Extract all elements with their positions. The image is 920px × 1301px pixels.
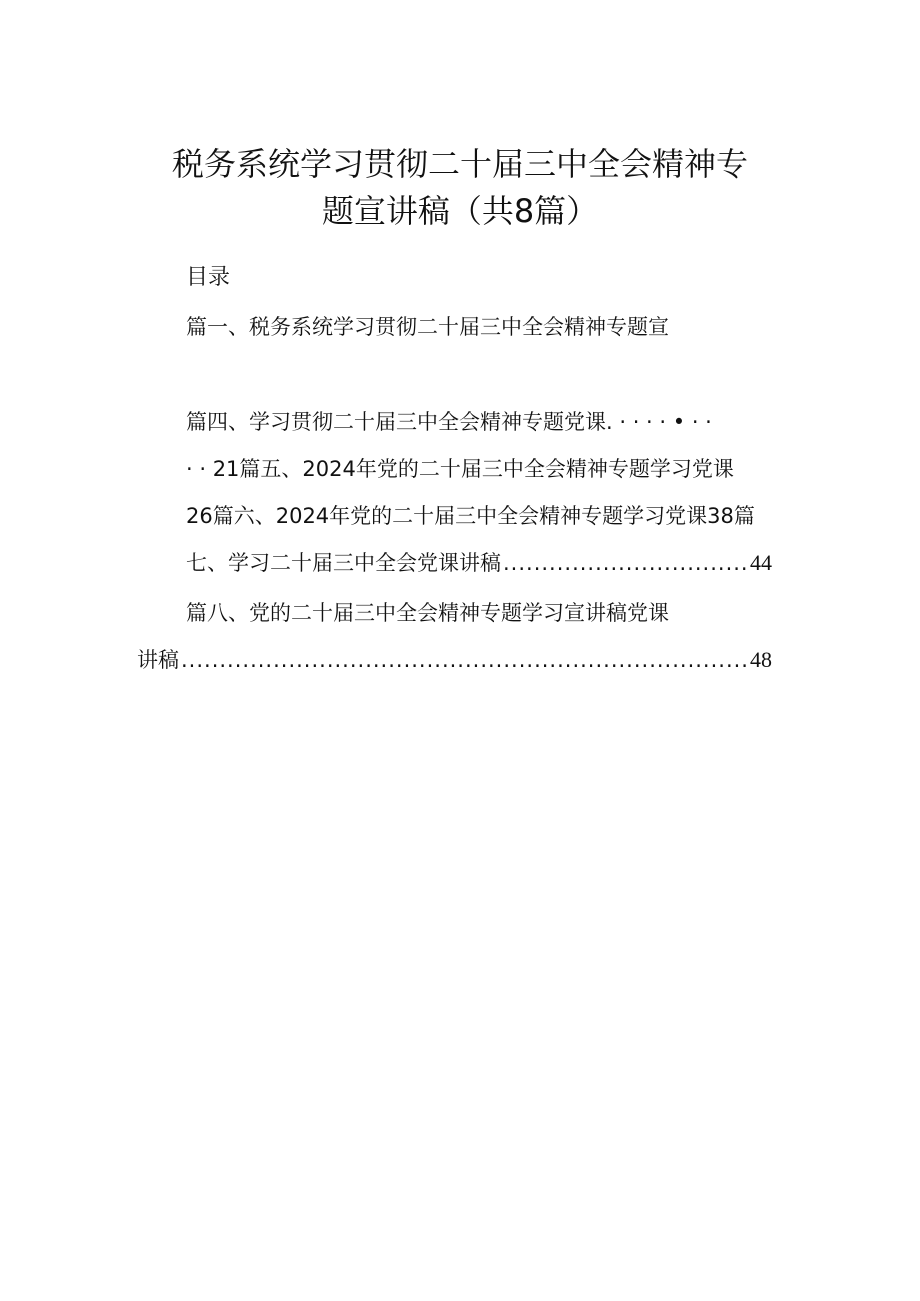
toc-entry-8-text: 讲稿 [137, 648, 179, 672]
toc-entry-8-tail [137, 645, 772, 675]
toc-entry-7 [186, 548, 772, 578]
toc-entry-8-page: 48 [750, 647, 772, 672]
toc-leader-dots [503, 548, 748, 578]
document-title-line-2: 题宣讲稿（共8篇） [321, 192, 599, 230]
toc-line-3: · · 21篇五、2024年党的二十届三中全会精神专题学习党课 [186, 457, 734, 481]
toc-leader-dots [181, 645, 748, 675]
toc-heading: 目录 [186, 265, 231, 290]
toc-line-4: 26篇六、2024年党的二十届三中全会精神专题学习党课38篇 [186, 504, 755, 528]
toc-entry-7-page: 44 [750, 550, 772, 575]
toc-line-5: 篇八、党的二十届三中全会精神专题学习宣讲稿党课 [186, 601, 669, 625]
toc-line-1: 篇一、税务系统学习贯彻二十届三中全会精神专题宣 [186, 315, 669, 339]
toc-entry-7-text: 七、学习二十届三中全会党课讲稿 [186, 551, 501, 575]
document-title-line-1: 税务系统学习贯彻二十届三中全会精神专 [171, 145, 748, 183]
toc-line-2: 篇四、学习贯彻二十届三中全会精神专题党课. · · · · • · · [186, 410, 712, 434]
